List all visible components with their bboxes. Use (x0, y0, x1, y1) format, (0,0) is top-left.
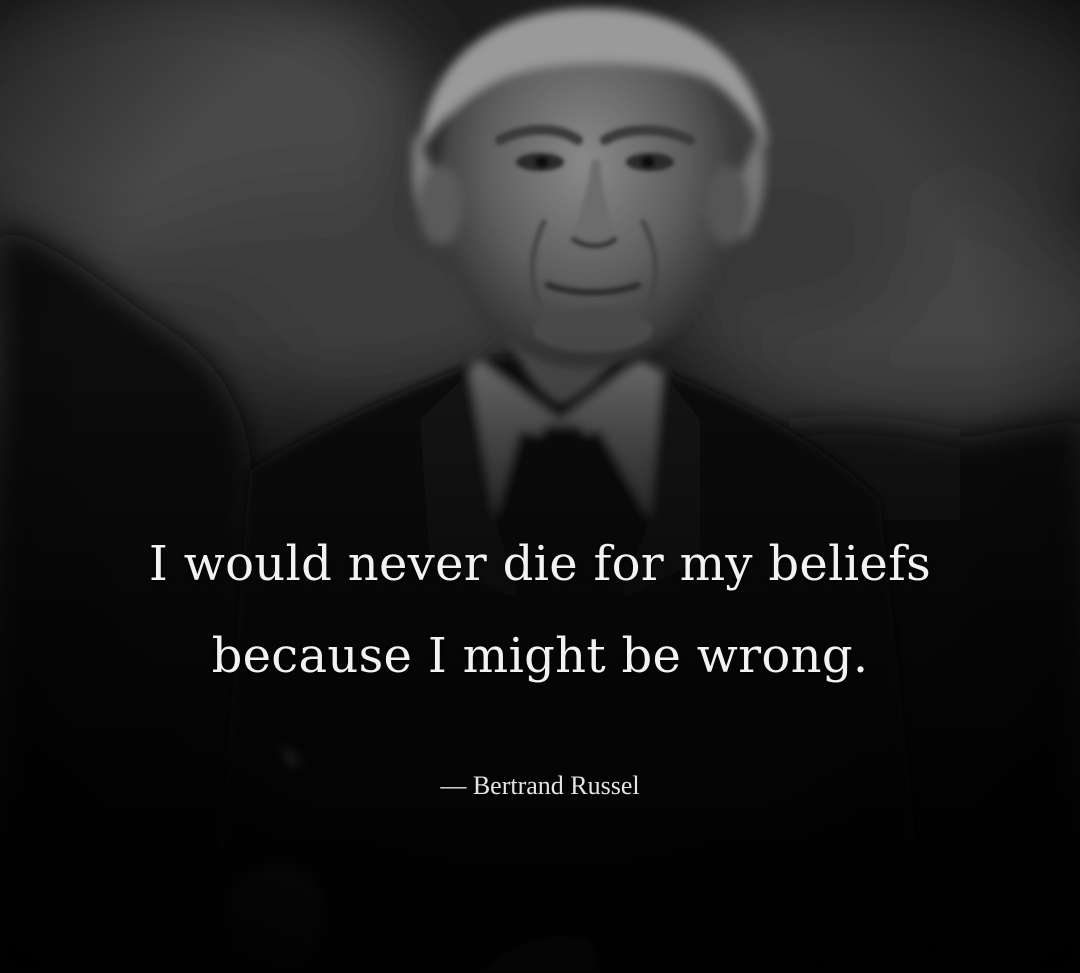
attribution (0, 768, 1080, 804)
attribution-dash: — (440, 771, 467, 800)
quote-line-1: I would never die for my beliefs (148, 536, 932, 592)
quote-text (0, 518, 1080, 702)
author-name: Bertrand Russel (472, 771, 640, 800)
quote-line-2: because I might be wrong. (211, 628, 869, 684)
